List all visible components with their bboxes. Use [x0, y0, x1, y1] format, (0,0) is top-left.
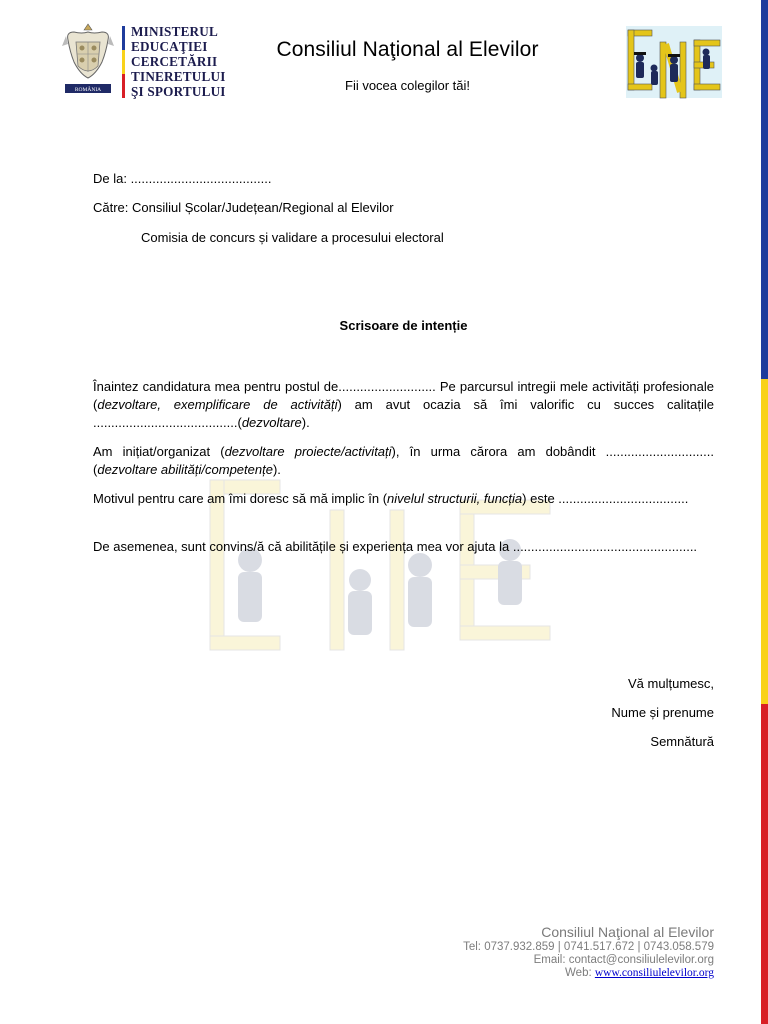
commission-line: Comisia de concurs și validare a procesului electoral [141, 230, 444, 245]
crest-label: ROMÂNIA [74, 87, 102, 93]
p3-text-b: ) este .................................... [522, 491, 689, 506]
closing-thanks: Vă mulțumesc, [628, 676, 714, 691]
p3-emphasis-1: nivelul structurii, funcția [387, 491, 523, 506]
closing-name: Nume și prenume [611, 705, 714, 720]
ministry-line-1: MINISTERUL [131, 24, 219, 39]
recipient-line: Către: Consiliul Școlar/Județean/Regional al Elevilor [93, 200, 394, 215]
p1-emphasis-1: dezvoltare, exemplificare de activități [97, 397, 338, 412]
page-title: Consiliul Naţional al Elevilor [276, 38, 539, 61]
ministry-line-5: ŞI SPORTULUI [131, 84, 226, 99]
p1-text-c: ). [301, 415, 310, 430]
tricolor-red [761, 704, 768, 1024]
ministry-line-2: EDUCAŢIEI [131, 39, 208, 54]
p2-text-a: Am inițiat/organizat ( [93, 444, 225, 459]
paragraph-initiatives [93, 443, 714, 479]
paragraph-conclusion: De asemenea, sunt convins/ă că abilitățile și experiența mea vor ajuta la ................................................... [93, 539, 698, 554]
p1-text-b: ) am avut ocazia să îmi valorific cu succes calitațile ........................................( [93, 397, 714, 430]
p1-emphasis-2: dezvoltare [241, 415, 302, 430]
closing-signature: Semnătură [650, 734, 714, 749]
ministry-line-4: TINERETULUI [131, 69, 226, 84]
p2-text-b: ), în urma cărora am dobândit .............................. ( [93, 444, 714, 477]
cne-logo [616, 22, 726, 102]
footer-web-label: Web: [565, 967, 595, 979]
p2-text-c: ). [272, 462, 281, 477]
footer-web-link[interactable]: www.consiliulelevilor.org [594, 967, 714, 979]
page-slogan: Fii vocea colegilor tăi! [345, 78, 470, 93]
footer-web [565, 967, 714, 979]
from-line: De la: ....................................... [93, 171, 272, 186]
p2-emphasis-1: dezvoltare proiecte/activitați [224, 444, 392, 459]
paragraph-motivation [93, 490, 714, 508]
letter-title: Scrisoare de intenție [339, 318, 468, 333]
tricolor-yellow [761, 379, 768, 704]
p1-text-a: Înaintez candidatura mea pentru postul de........................... Pe parcursul intregii mele activități profesionale ( [93, 379, 714, 412]
footer-email: Email: contact@consiliulelevilor.org [533, 954, 714, 966]
p2-emphasis-2: dezvoltare abilități/competențe [97, 462, 273, 477]
footer-org-name: Consiliul Naţional al Elevilor [541, 924, 714, 940]
paragraph-candidacy [93, 378, 714, 432]
tricolor-stripe [761, 0, 768, 1024]
p3-text-a: Motivul pentru care am îmi doresc să mă implic în ( [93, 491, 388, 506]
footer-phone: Tel: 0737.932.859 | 0741.517.672 | 0743.058.579 [463, 941, 714, 953]
ministry-line-3: CERCETĂRII [131, 54, 218, 69]
